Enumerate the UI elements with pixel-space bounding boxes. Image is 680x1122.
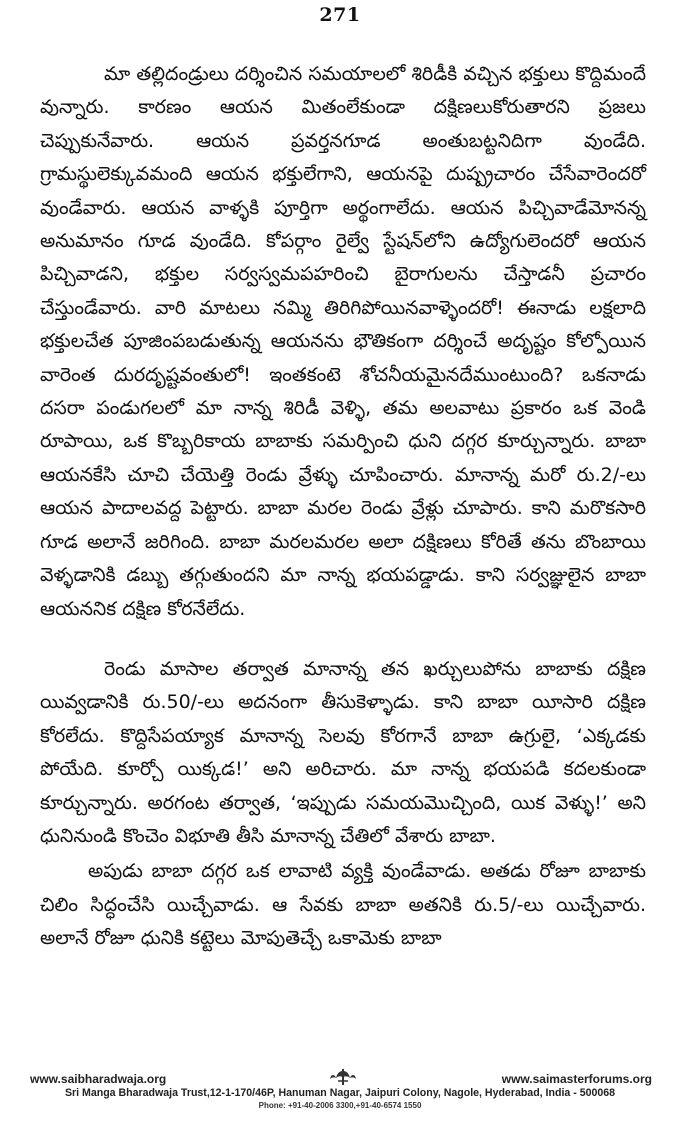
footer-right-url[interactable]: www.saimasterforums.org [501, 1072, 652, 1086]
page-number: 271 [319, 4, 361, 26]
footer-address: Sri Manga Bharadwaja Trust,12-1-170/46P, Hanuman Nagar, Jaipuri Colony, Nagole, Hyderabad, India - 500068 [64, 1087, 616, 1099]
footer-left-url[interactable]: www.saibharadwaja.org [30, 1072, 167, 1086]
paragraph-1: మా తల్లిదండ్రులు దర్శించిన సమయాలలో శిరిడీకి వచ్చిన భక్తులు కొద్దిమందే వున్నారు. కారణం ఆయన మితంలేకుండా దక్షిణలుకోరుతారని ప్రజలు చెప్పుకునేవారు. ఆయన ప్రవర్తనగూడ అంతుబట్టనిదిగా వుండేది. గ్రామస్థులెక్కువమంది ఆయన భక్తులేగాని, ఆయనపై దుష్ప్రచారం చేసేవారెందరో వుండేవారు. ఆయన వాళ్ళకి పూర్తిగా అర్థంగాలేదు. ఆయన పిచ్చివాడేమోనన్న అనుమానం గూడ వుండేది. కోపర్గాం రైల్వే స్టేషన్‌లోని ఉద్యోగులెందరో ఆయన పిచ్చివాడని, భక్తుల సర్వస్వమపహరించి బైరాగులను చేస్తాడనీ ప్రచారం చేస్తుండేవారు. వారి మాటలు నమ్మి తిరిగిపోయినవాళ్ళెందరో! ఈనాడు లక్షలాది భక్తులచేత పూజింపబడుతున్న ఆయనను భౌతికంగా దర్శించే అదృష్టం కోల్పోయిన వారెంత దురదృష్టవంతులో! ఇంతకంటె శోచనీయమైనదేముంటుంది? ఒకనాడు దసరా పండుగలలో మా నాన్న శిరిడీ వెళ్ళి, తమ అలవాటు ప్రకారం ఒక వెండి రూపాయి, ఒక కొబ్బరికాయ బాబాకు సమర్పించి ధుని దగ్గర కూర్చున్నారు. బాబా ఆయనకేసి చూచి చేయెత్తి రెండు వ్రేళ్ళు చూపించారు. మానాన్న మరో రు.2/-లు ఆయన పాదాలవద్ద పెట్టారు. బాబా మరల రెండు వ్రేళ్లు చూపారు. కాని మరొకసారి గూడ అలానే జరిగింది. బాబా మరలమరల అలా దక్షిణలు కోరితే తను బొంబాయి వెళ్ళడానికి డబ్బు తగ్గుతుందని మా నాన్న భయపడ్డాడు. కాని సర్వజ్ఞులైన బాబా ఆయననిక దక్షిణ కోరనేలేదు. [40, 63, 646, 620]
page-footer [20, 1072, 660, 1116]
trident-emblem-icon [328, 1068, 358, 1086]
paragraph-3: అపుడు బాబా దగ్గర ఒక లావాటి వ్యక్తి వుండేవాడు. అతడు రోజూ బాబాకు చిలిం సిద్ధంచేసి యిచ్చేవాడు. ఆ సేవకు బాబా అతనికి రు.5/-లు యిచ్చేవారు. అలానే రోజూ ధునికి కట్టెలు మోపుతెచ్చే ఒకామెకు బాబా [40, 860, 646, 950]
footer-phone: Phone: +91-40-2006 3300,+91-40-6574 1550 [258, 1101, 422, 1110]
body-text [40, 58, 646, 956]
paragraph-2: రెండు మాసాల తర్వాత మానాన్న తన ఖర్చులుపోను బాబాకు దక్షిణ యివ్వడానికి రు.50/-లు అదనంగా తీసుకెళ్ళాడు. కాని బాబా యీసారి దక్షిణ కోరలేదు. కొద్దిసేపయ్యాక మానాన్న సెలవు కోరగానే బాబా ఉగ్రులై, ‘ఎక్కడకు పోయేది. కూర్చో యిక్కడ!’ అని అరిచారు. మా నాన్న భయపడి కదలకుండా కూర్చున్నారు. అరగంట తర్వాత, ‘ఇప్పుడు సమయమొచ్చింది, యిక వెళ్ళు!’ అని ధునినుండి కొంచెం విభూతి తీసి మానాన్న చేతిలో వేశారు బాబా. [40, 657, 646, 847]
